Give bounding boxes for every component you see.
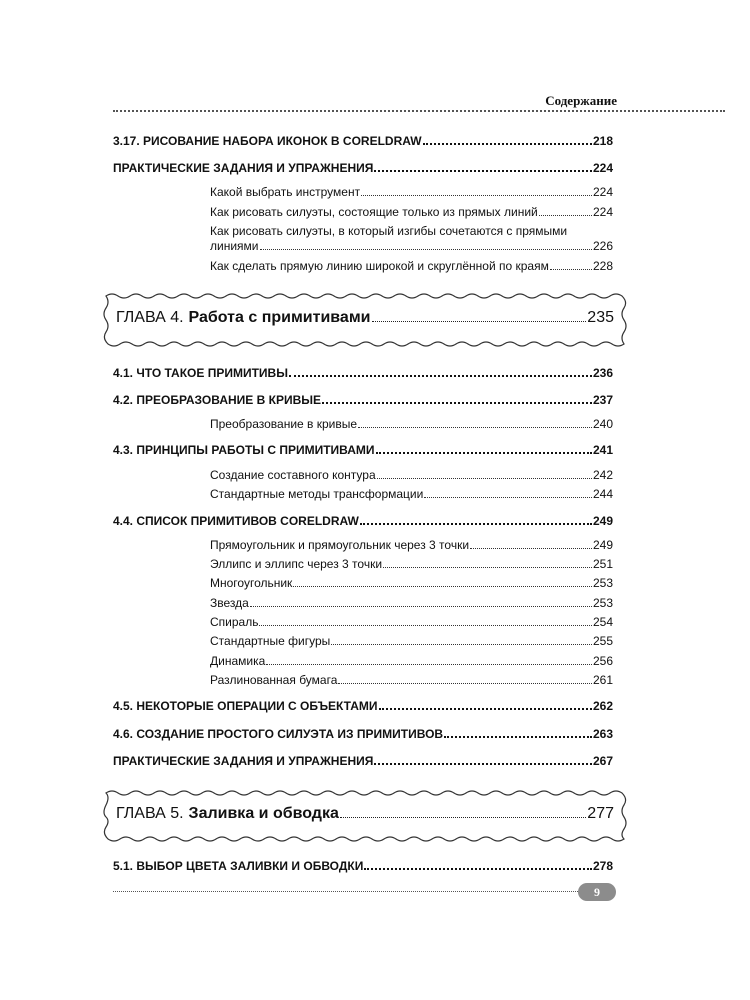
toc-entry-title: Какой выбрать инструмент xyxy=(210,185,361,199)
toc-subentry[interactable] xyxy=(210,557,613,572)
toc-subentry-line1[interactable]: Как рисовать силуэты, в который изгибы сочетаются с прямыми xyxy=(210,224,568,238)
footer-divider xyxy=(113,891,578,892)
toc-entry-page: 240 xyxy=(592,417,613,431)
toc-subentry[interactable] xyxy=(210,634,613,649)
toc-section-entry[interactable] xyxy=(113,393,613,408)
toc-entry-page: 226 xyxy=(592,239,613,253)
toc-entry-title-line2: линиями xyxy=(210,239,259,253)
toc-entry-title: Звезда xyxy=(210,596,249,610)
toc-section-entry[interactable] xyxy=(113,754,613,769)
toc-entry-title: 4.1. ЧТО ТАКОЕ ПРИМИТИВЫ xyxy=(113,366,288,380)
toc-entry-page: 249 xyxy=(592,538,613,552)
leader-dots xyxy=(550,269,592,270)
toc-entry-title: ПРАКТИЧЕСКИЕ ЗАДАНИЯ И УПРАЖНЕНИЯ xyxy=(113,161,374,175)
toc-subentry[interactable] xyxy=(210,487,613,502)
toc-section-entry[interactable] xyxy=(113,366,613,381)
leader-dots xyxy=(260,249,592,250)
toc-entry-title: 4.3. ПРИНЦИПЫ РАБОТЫ С ПРИМИТИВАМИ xyxy=(113,443,375,457)
toc-section-entry[interactable] xyxy=(113,161,613,176)
toc-entry-page: 224 xyxy=(592,185,613,199)
leader-dots xyxy=(259,625,592,626)
toc-entry-title: Как сделать прямую линию широкой и скруглённой по краям xyxy=(210,259,549,273)
toc-entry-page: 262 xyxy=(592,699,613,713)
toc-entry-page: 237 xyxy=(592,393,613,407)
toc-subentry[interactable] xyxy=(210,468,613,483)
toc-section-entry[interactable] xyxy=(113,134,613,149)
leader-dots xyxy=(338,683,592,684)
leader-dots xyxy=(361,195,592,196)
page-number-badge: 9 xyxy=(578,883,616,901)
toc-subentry[interactable] xyxy=(210,185,613,200)
leader-dots xyxy=(340,817,586,818)
running-header-title: Содержание xyxy=(545,93,617,108)
toc-entry-title: Преобразование в кривые xyxy=(210,417,358,431)
chapter-4-banner[interactable] xyxy=(102,292,628,348)
toc-subentry[interactable] xyxy=(210,596,613,611)
toc-entry-page: 228 xyxy=(592,259,613,273)
leader-dots xyxy=(289,375,592,377)
leader-dots xyxy=(423,143,592,145)
toc-entry-title: Создание составного контура xyxy=(210,468,376,482)
leader-dots xyxy=(379,708,592,710)
toc-section-entry[interactable] xyxy=(113,859,613,874)
toc-subentry[interactable] xyxy=(210,259,613,274)
toc-entry-page: 242 xyxy=(592,468,613,482)
toc-entry-page: 218 xyxy=(592,134,613,148)
leader-dots xyxy=(424,497,592,498)
chapter-page: 277 xyxy=(587,805,614,822)
leader-dots xyxy=(331,644,592,645)
toc-entry-title: Стандартные методы трансформации xyxy=(210,487,424,501)
toc-entry-page: 254 xyxy=(592,615,613,629)
leader-dots xyxy=(358,427,592,428)
toc-entry-title: Спираль xyxy=(210,615,259,629)
toc-entry-page: 255 xyxy=(592,634,613,648)
toc-subentry[interactable] xyxy=(210,417,613,432)
toc-entry-page: 224 xyxy=(592,161,613,175)
toc-entry-title: Динамика xyxy=(210,654,266,668)
toc-entry-title: Разлинованная бумага xyxy=(210,673,338,687)
toc-entry-title: 4.2. ПРЕОБРАЗОВАНИЕ В КРИВЫЕ xyxy=(113,393,321,407)
chapter-5-banner[interactable] xyxy=(102,789,628,843)
toc-entry-title: 3.17. РИСОВАНИЕ НАБОРА ИКОНОК В CORELDRAW xyxy=(113,134,422,148)
chapter-page: 235 xyxy=(587,309,614,326)
toc-entry-page: 236 xyxy=(592,366,613,380)
leader-dots xyxy=(322,402,592,404)
leader-dots xyxy=(374,763,592,765)
toc-entry-title: Эллипс и эллипс через 3 точки xyxy=(210,557,383,571)
leader-dots xyxy=(372,321,587,322)
toc-entry-title: Прямоугольник и прямоугольник через 3 точки xyxy=(210,538,470,552)
toc-entry-title: 4.5. НЕКОТОРЫЕ ОПЕРАЦИИ С ОБЪЕКТАМИ xyxy=(113,699,378,713)
chapter-title: Работа с примитивами xyxy=(188,309,371,326)
leader-dots xyxy=(360,523,592,525)
toc-entry-title: 5.1. ВЫБОР ЦВЕТА ЗАЛИВКИ И ОБВОДКИ xyxy=(113,859,364,873)
leader-dots xyxy=(376,452,592,454)
toc-section-entry[interactable] xyxy=(113,727,613,742)
toc-section-entry[interactable] xyxy=(113,699,613,714)
toc-subentry-wrapped[interactable] xyxy=(210,239,613,254)
toc-entry-page: 261 xyxy=(592,673,613,687)
leader-dots xyxy=(293,586,592,587)
toc-entry-title: 4.4. СПИСОК ПРИМИТИВОВ CORELDRAW xyxy=(113,514,359,528)
toc-entry-page: 253 xyxy=(592,596,613,610)
leader-dots xyxy=(383,567,592,568)
chapter-prefix: ГЛАВА 5. xyxy=(116,805,184,822)
leader-dots xyxy=(377,478,592,479)
leader-dots xyxy=(374,170,592,172)
toc-entry-page: 244 xyxy=(592,487,613,501)
toc-entry-page: 249 xyxy=(592,514,613,528)
toc-subentry[interactable] xyxy=(210,673,613,688)
leader-dots xyxy=(250,606,592,607)
chapter-title: Заливка и обводка xyxy=(188,805,339,822)
toc-entry-page: 224 xyxy=(592,205,613,219)
toc-entry-page: 251 xyxy=(592,557,613,571)
toc-entry-page: 267 xyxy=(592,754,613,768)
toc-subentry[interactable] xyxy=(210,576,613,591)
toc-entry-title: ПРАКТИЧЕСКИЕ ЗАДАНИЯ И УПРАЖНЕНИЯ xyxy=(113,754,374,768)
toc-section-entry[interactable] xyxy=(113,514,613,529)
leader-dots xyxy=(364,868,592,870)
leader-dots xyxy=(539,215,592,216)
header-divider xyxy=(113,110,725,112)
toc-entry-page: 253 xyxy=(592,576,613,590)
chapter-prefix: ГЛАВА 4. xyxy=(116,309,184,326)
toc-entry-title: Стандартные фигуры xyxy=(210,634,331,648)
toc-subentry[interactable] xyxy=(210,205,613,220)
toc-subentry[interactable] xyxy=(210,538,613,553)
leader-dots xyxy=(470,548,592,549)
leader-dots xyxy=(444,736,592,738)
toc-section-entry[interactable] xyxy=(113,443,613,458)
toc-subentry[interactable] xyxy=(210,654,613,669)
toc-entry-title: Многоугольник xyxy=(210,576,293,590)
toc-entry-page: 278 xyxy=(592,859,613,873)
toc-subentry[interactable] xyxy=(210,615,613,630)
toc-entry-page: 263 xyxy=(592,727,613,741)
toc-entry-page: 256 xyxy=(592,654,613,668)
leader-dots xyxy=(266,664,592,665)
toc-entry-title: 4.6. СОЗДАНИЕ ПРОСТОГО СИЛУЭТА ИЗ ПРИМИТИВОВ xyxy=(113,727,444,741)
toc-entry-title: Как рисовать силуэты, состоящие только из прямых линий xyxy=(210,205,538,219)
toc-entry-page: 241 xyxy=(592,443,613,457)
